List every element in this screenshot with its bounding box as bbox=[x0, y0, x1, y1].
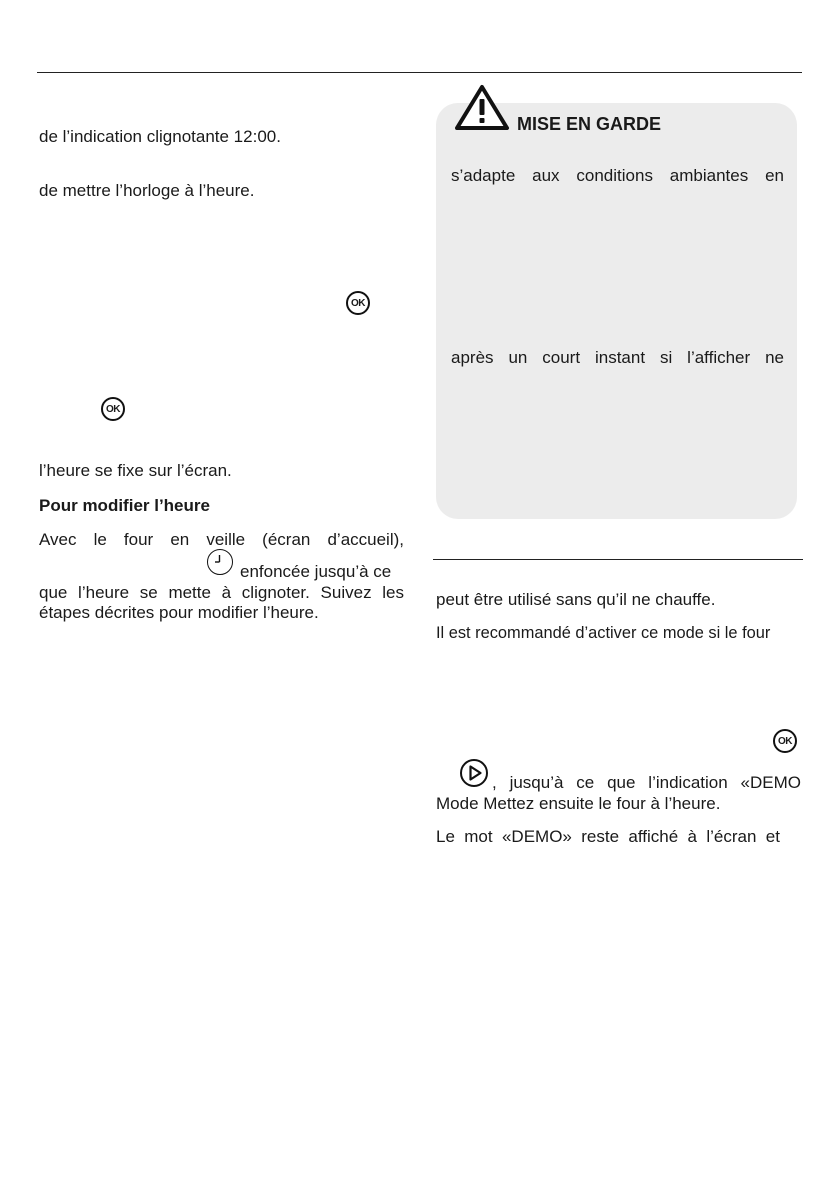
text-line: Il est recommandé d’activer ce mode si le four bbox=[436, 624, 771, 642]
warning-text-line: s’adapte aux conditions ambiantes en bbox=[451, 166, 784, 185]
warning-triangle-icon bbox=[454, 84, 510, 131]
ok-label: OK bbox=[351, 297, 365, 309]
section-heading: Pour modifier l’heure bbox=[39, 496, 210, 515]
ok-button-icon bbox=[101, 397, 125, 421]
ok-label: OK bbox=[106, 403, 120, 415]
ok-button-icon bbox=[346, 291, 370, 315]
section-rule bbox=[433, 559, 803, 560]
paragraph-line: étapes décrites pour modifier l’heure. bbox=[39, 603, 319, 622]
warning-text-line: après un court instant si l’afficher ne bbox=[451, 348, 784, 367]
clock-icon bbox=[207, 549, 233, 575]
text-line: , jusqu’à ce que l’indication «DEMO bbox=[492, 773, 801, 792]
paragraph-line: que l’heure se mette à clignoter. Suivez les bbox=[39, 583, 404, 602]
text-line: de l’indication clignotante 12:00. bbox=[39, 127, 281, 146]
ok-label: OK bbox=[778, 735, 792, 747]
text-line: de mettre l’horloge à l’heure. bbox=[39, 181, 255, 200]
ok-button-icon bbox=[773, 729, 797, 753]
text-line: Mode Mettez ensuite le four à l’heure. bbox=[436, 794, 721, 813]
text-line: Le mot «DEMO» reste affiché à l’écran et bbox=[436, 827, 780, 846]
text-line: l’heure se fixe sur l’écran. bbox=[39, 461, 232, 480]
warning-title: MISE EN GARDE bbox=[517, 114, 662, 134]
paragraph-line: enfoncée jusqu’à ce bbox=[240, 562, 392, 581]
play-icon bbox=[460, 759, 488, 787]
paragraph-line: Avec le four en veille (écran d’accueil), bbox=[39, 530, 404, 549]
text-line: peut être utilisé sans qu’il ne chauffe. bbox=[436, 590, 716, 609]
header-rule bbox=[37, 72, 802, 73]
